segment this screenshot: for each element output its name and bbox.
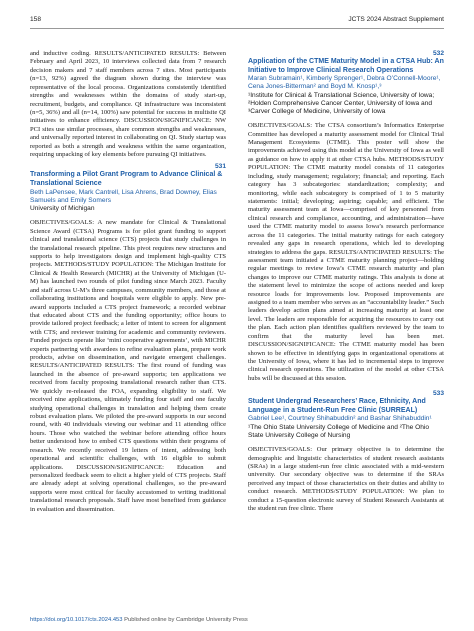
abstract-body-532: OBJECTIVES/GOALS: The CTSA consortium’s Informatics Enterprise Committee has developed a maturity assessment model for Clinical Trial Management Ecosystems (CTME). This poster will show the improvements achieved using this model at the University of Iowa as well as guidance on how to apply it at other CTSA hubs. METHODS/STUDY POPULATION: The CTME maturity model consists of 11 categories including, study management; regulatory; financial; and reporting. Each category has 3 subcategories: standardization; complexity; and monitoring, while each subcategory is comprised of 1 to 5 maturity statements: initial; developing; aspiring; capable; and efficient. The maturity assessment team at Iowa—comprised of key personnel from clinical research and compliance, accounting, and administration—have used the CTME maturity model to assess Iowa’s research performance across the 11 categories. The initial maturity ratings for each category revealed any gaps in research operations, which led to developing strategies to address the gaps. RESULTS/ANTICIPATED RESULTS: The assessment team initiated a CTME maturity planning project—holding regular meetings to review Iowa’s CTME research maturity and plan changes to improve our CTME maturity ratings. This analysis is done at the statement level to minimize the scope of actions needed and keep resource loads for improvements low. Proposed improvements are assigned to a team member who serves as an “accountability leader.” Such leaders develop action plans aimed at increasing maturity at least one level. The leaders are responsible for acquiring the resources to carry out the plan. Each action plan identifies qualifiers reviewed by the team to confirm that the maturity level has been met. DISCUSSION/SIGNIFICANCE: The CTME maturity model has been shown to be effective in identifying gaps in organizational operations at the University of Iowa, where it has led to incremental steps to improve clinical research operations. The utilization of the model at other CTSA hubs will be discussed at this session.	[248, 122, 444, 382]
continued-text: and inductive coding. RESULTS/ANTICIPATED RESULTS: Between February and April 2023, 10 interviews collected data from 7 research decision makers and 7 staff members across 7 sites. Most participants (n=13, 92%) agreed the diagram shown during the interview was representative of the local process. Organizations consistently identified strengths and weaknesses within the domains of study start-up, recruitment, budgets, and compliance. QI infrastructure was inconsistent (n=5, 36%) and all (n=14, 100%) saw potential for success in multisite QI initiatives to enhance efficiency. DISCUSSION/SIGNIFICANCE: NW PCI sites use similar processes, share common strengths and weaknesses, and universally reported interest in collaborating on QI. Study startup was reported as both a strength and weakness within the same organization, requiring unpacking of key elements before pursuing QI initiatives.	[30, 50, 226, 159]
abstract-number-533: 533	[432, 390, 444, 398]
header-rule	[30, 28, 444, 29]
abstract-body-531: OBJECTIVES/GOALS: A new mandate for Clinical & Translational Science Award (CTSA) Programs is for pilot grant funding to support clinical and translational science (CTS) projects that study challenges in the translational research pipeline. This pivot requires new structures and supports to help investigators design and implement high-quality CTS projects. METHODS/STUDY POPULATION: The Michigan Institute for Clinical & Health Research (MICHR) at the University of Michigan (U-M) has launched two rounds of pilot funding since March 2023. Faculty and staff across U-M’s three campuses, community members, and those at collaborating institutions and hospitals were eligible to apply. New pre-award supports included a CTS project framework; a recorded webinar that educated about CTS and the funding opportunity; office hours to provide tailored project feedback; a letter of intent to screen for alignment with CTS; and reviewer training for academic and community reviewers. Funded projects operate like ‘mini cooperative agreements’, with MICHR experts partnering with awardees to refine evaluation plans, prepare work products, advise on dissemination, and navigate emergent challenges. RESULTS/ANTICIPATED RESULTS: The first round of funding was launched in the absence of pre-award supports; ten applications we received from faculty proposing translational research rather than CTS. We quickly re-released the FOA, expanding eligibility to staff. We received nine applications, ultimately funding four staff and one faculty studying operational challenges in translation and helping them create robust evaluation plans. We piloted the pre-award supports in our second round, with 40 individuals viewing our webinar and 11 attending office hours. Those who watched the webinar before attending office hours better understood how to embed CTS questions within their programs of research. We recently received 19 letters of intent, addressing both operational and scientific challenges, with 16 eligible to submit applications. DISCUSSION/SIGNIFICANCE: Education and personalized feedback seem to elicit a higher yield of CTS projects. Staff are already adept at solving operational challenges, so the pre-award supports were most critical for faculty accustomed to writing traditional translational research proposals. Staff have most benefited from guidance in evaluation and dissemination.	[30, 219, 226, 513]
abstract-affiliation-532-3: ³Carver College of Medicine, University of Iowa	[248, 108, 386, 115]
abstract-number-532: 532	[432, 50, 444, 57]
abstract-affiliation-532-1: ¹Institute for Clinical & Translational Science, University of Iowa;	[248, 91, 435, 99]
abstract-affiliation-531: University of Michigan	[30, 205, 95, 213]
page-footer	[30, 617, 248, 623]
page-number: 158	[30, 16, 42, 23]
abstract-authors-532: Maran Subramain¹, Kimberly Sprenger¹, Debra O’Connell-Moore¹, Cena Jones-Bitterman² and Boyd M. Knosp¹,³	[248, 75, 441, 91]
journal-title: JCTS 2024 Abstract Supplement	[348, 16, 444, 23]
left-column	[30, 50, 226, 514]
doi-link[interactable]: https://doi.org/10.1017/cts.2024.453	[30, 617, 123, 623]
abstract-number-531: 531	[214, 163, 226, 171]
right-column	[248, 50, 444, 513]
abstract-authors-531: Beth LaPensee, Mark Cantrell, Lisa Ahrens, Brad Downey, Elias Samuels and Emily Somers	[30, 188, 217, 204]
abstract-title-531: Transforming a Pilot Grant Program to Advance Clinical & Translational Science	[30, 171, 223, 188]
abstract-affiliation-533: ¹The Ohio State University College of Medicine and ²The Ohio State University College of Nursing	[248, 423, 430, 439]
abstract-authors-533: Gabriel Lee¹, Courtney Shihabuddin² and Bashar Shihabuddin¹	[248, 415, 432, 423]
abstract-title-533: Student Undergrad Researchers’ Race, Ethnicity, And Language in a Student-Run Free Clinic (SURREAL)	[248, 398, 426, 414]
abstract-body-533: OBJECTIVES/GOALS: Our primary objective is to determine the demographic and linguistic characteristics of student research assistants (SRAs) in a large student-run free clinic associated with a mid-western university. Our secondary objective was to determine if the SRAs perceived any impact of those characteristics on their duties and ability to conduct research. METHODS/STUDY POPULATION: We plan to conduct a 15-question electronic survey of Student Research Assistants at the student run free clinic. There	[248, 446, 444, 513]
abstract-affiliation-532-2: ²Holden Comprehensive Cancer Center, University of Iowa and	[248, 99, 432, 107]
abstract-title-532: Application of the CTME Maturity Model in a CTSA Hub: An Initiative to Improve Clinical Research Operations	[248, 58, 444, 74]
publisher-note: Published online by Cambridge University Press	[122, 617, 248, 623]
